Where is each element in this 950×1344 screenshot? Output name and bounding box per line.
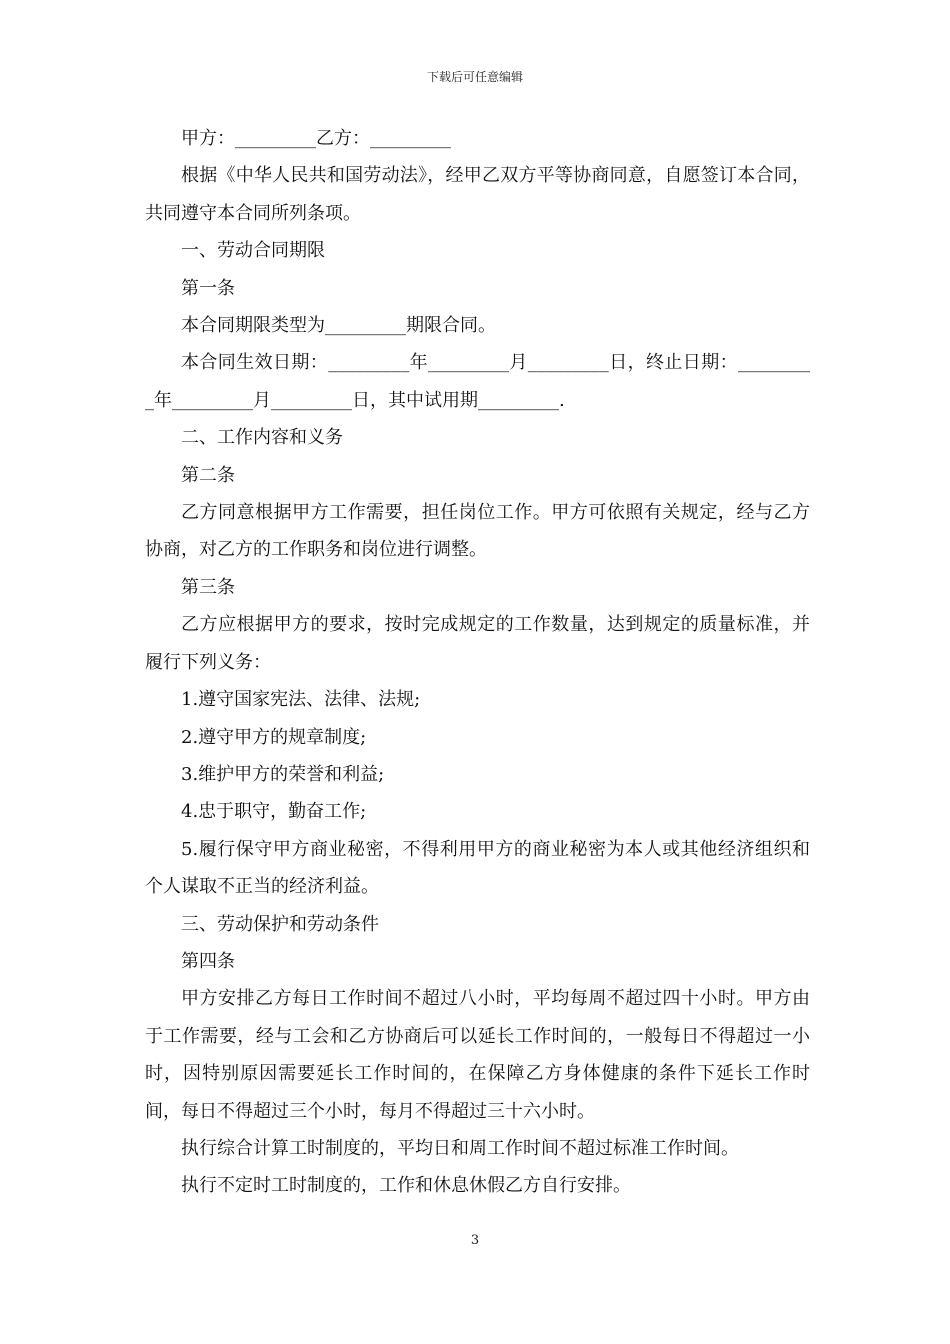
section-heading-2: 二、工作内容和义务 <box>181 427 343 449</box>
document-body <box>145 120 810 1205</box>
obligation-item-1: 1.遵守国家宪法、法律、法规; <box>181 689 421 711</box>
obligation-item-4: 4.忠于职守，勤奋工作; <box>181 801 367 823</box>
article-4-comprehensive-hours: 执行综合计算工时制度的，平均日和周工作时间不超过标准工作时间。 <box>181 1137 739 1159</box>
obligation-item-2: 2.遵守甲方的规章制度; <box>181 726 367 748</box>
preamble-paragraph: 根据《中华人民共和国劳动法》，经甲乙双方平等协商同意，自愿签订本合同，共同遵守本合同所列条项。 <box>145 165 810 224</box>
parties-line: 甲方：_________乙方：_________ <box>181 128 451 149</box>
article-3-heading: 第三条 <box>181 576 235 598</box>
article-3-body: 乙方应根据甲方的要求，按时完成规定的工作数量，达到规定的质量标准，并履行下列义务： <box>145 614 810 673</box>
page-header: 下载后可任意编辑 <box>426 70 523 84</box>
obligation-item-3: 3.维护甲方的荣誉和利益; <box>181 763 385 785</box>
article-1-dates: 本合同生效日期：_________年_________月_________日，终止日期：_________年_________月_________日，其中试用期_________. <box>145 352 810 411</box>
article-4-body: 甲方安排乙方每日工作时间不超过八小时，平均每周不超过四十小时。甲方由于工作需要，经与工会和乙方协商后可以延长工作时间的，一般每日不得超过一小时，因特别原因需要延长工作时间的，在保障乙方身体健康的条件下延长工作时间，每日不得超过三个小时，每月不得超过三十六小时。 <box>145 988 810 1122</box>
article-1-heading: 第一条 <box>181 277 235 299</box>
obligation-item-5: 5.履行保守甲方商业秘密，不得利用甲方的商业秘密为本人或其他经济组织和个人谋取不正当的经济利益。 <box>145 838 810 898</box>
page-number: 3 <box>470 1233 480 1248</box>
article-4-heading: 第四条 <box>181 950 235 972</box>
article-2-heading: 第二条 <box>181 464 235 486</box>
section-heading-3: 三、劳动保护和劳动条件 <box>181 913 379 935</box>
article-2-body: 乙方同意根据甲方工作需要，担任岗位工作。甲方可依照有关规定，经与乙方协商，对乙方的工作职务和岗位进行调整。 <box>145 502 810 561</box>
article-4-flexible-hours: 执行不定时工时制度的，工作和休息休假乙方自行安排。 <box>181 1175 631 1197</box>
section-heading-1: 一、劳动合同期限 <box>181 240 325 262</box>
article-1-type: 本合同期限类型为_________期限合同。 <box>181 315 496 337</box>
